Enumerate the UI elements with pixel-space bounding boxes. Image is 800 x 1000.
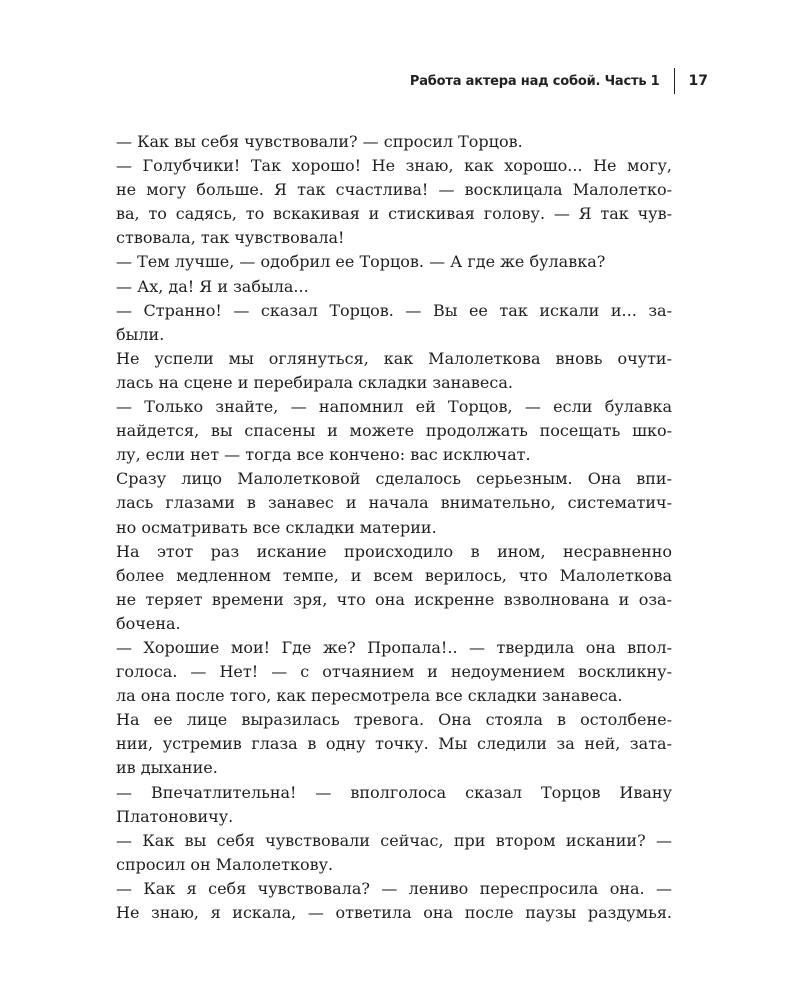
body-text <box>116 130 672 925</box>
text-line: — Как я себя чувствовала? — лениво переспросила она. — <box>116 878 672 898</box>
text-line: бочена. <box>116 613 181 633</box>
text-line: Платоновичу. <box>116 806 234 826</box>
text-line: были. <box>116 324 165 344</box>
text-line: — Голубчики! Так хорошо! Не знаю, как хорошо... Не могу, <box>116 156 672 176</box>
text-line: На ее лице выразилась тревога. Она стояла в остолбене- <box>116 710 672 730</box>
text-line: более медленном темпе, и всем верилось, что Малолеткова <box>116 565 672 585</box>
text-line: — Тем лучше, — одобрил ее Торцов. — А где же булавка? <box>116 252 606 272</box>
text-line: Не знаю, я искала, — ответила она после паузы раздумья. <box>116 903 672 922</box>
text-line: но осматривать все складки материи. <box>116 517 437 537</box>
text-line: лась на сцене и перебирала складки занавеса. <box>116 372 513 392</box>
text-line: Не успели мы оглянуться, как Малолеткова вновь очути- <box>116 348 672 368</box>
text-line: Сразу лицо Малолетковой сделалось серьезным. Она впи- <box>116 469 672 489</box>
text-line: ив дыхание. <box>116 758 218 778</box>
text-line: найдется, вы спасены и можете продолжать посещать шко- <box>116 421 672 441</box>
text-line: — Странно! — сказал Торцов. — Вы ее так искали и... за- <box>116 300 672 320</box>
text-line: спросил он Малолеткову. <box>116 854 334 874</box>
text-line: — Как вы себя чувствовали сейчас, при втором искании? — <box>116 830 672 850</box>
text-line: — Только знайте, — напомнил ей Торцов, — если булавка <box>116 397 672 417</box>
running-header <box>410 68 708 94</box>
text-line: — Хорошие мои! Где же? Пропала!.. — твердила она впол- <box>116 637 672 657</box>
text-line: — Как вы себя чувствовали? — спросил Торцов. <box>116 132 523 151</box>
running-header-title: Работа актера над собой. Часть 1 <box>409 73 660 89</box>
text-line: лу, если нет — тогда все кончено: вас исключат. <box>116 445 531 465</box>
text-line: — Ах, да! Я и забыла... <box>116 276 309 296</box>
text-line: не теряет времени зря, что она искренне взволнована и оза- <box>116 589 672 609</box>
text-line: нии, устремив глаза в одну точку. Мы следили за ней, зата- <box>116 734 672 754</box>
text-line: не могу больше. Я так счастлива! — восклицала Малолетко- <box>116 180 672 200</box>
text-line: На этот раз искание происходило в ином, несравненно <box>116 541 672 561</box>
text-line: ствовала, так чувствовала! <box>116 228 345 248</box>
header-divider <box>674 68 675 94</box>
page-number: 17 <box>688 73 708 89</box>
text-line: ла она после того, как пересмотрела все складки занавеса. <box>116 686 623 706</box>
text-line: голоса. — Нет! — с отчаянием и недоумением воскликну- <box>116 662 672 682</box>
text-line: — Впечатлительна! — вполголоса сказал Торцов Ивану <box>116 782 672 802</box>
text-line: лась глазами в занавес и начала внимательно, систематич- <box>116 493 672 513</box>
text-line: ва, то садясь, то вскакивая и стискивая голову. — Я так чув- <box>116 204 672 224</box>
